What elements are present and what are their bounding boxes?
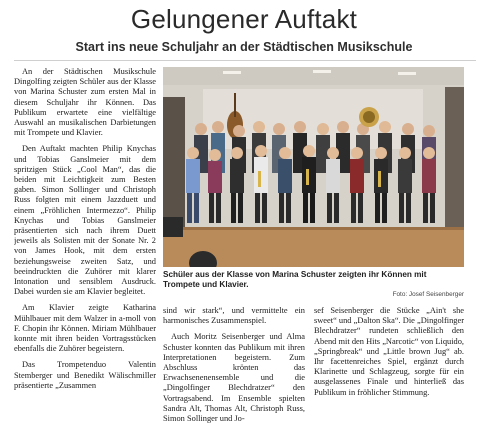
photo-credit: Foto: Josef Seisenberger [392,291,464,298]
headline: Gelungener Auftakt [130,4,358,34]
article-column-2 [163,306,305,430]
paragraph: sind wir stark“, und vermittelte ein harmonisches Zusammenspiel. [163,306,305,326]
article-column-1 [14,67,156,429]
article-column-3 [314,306,464,430]
paragraph: Auch Moritz Seisenberger und Alma Schuster konnten das Publikum mit ihren Interpretationen begeistern. Zum Abschluss krönten das Erwachsenenensemble und die „Dingolfinger Blechdratzer“ den Vortragsabend. Im Ensemble spielten Sandra Alt, Thomas Alt, Christoph Russ, Simon Sollinger und Jo- [163,332,305,424]
subheadline: Start ins neue Schuljahr an der Städtischen Musikschule [75,40,413,54]
article-photo [163,67,464,267]
photo-caption: Schüler aus der Klasse von Marina Schuster zeigten ihr Können mit Trompete und Klavier. [163,270,427,289]
paragraph: Das Trompetenduo Valentin Stemberger und Benedikt Wälischmiller präsentierte „Zusammen [14,360,156,390]
paragraph: Am Klavier zeigte Katharina Mühlbauer mit dem Walzer in a-moll von F. Chopin ihr Können. Miriam Mühlbauer konnte mit ihren beiden Vortragsstücken ebenfalls die Zuhörer begeistern. [14,303,156,354]
paragraph: An der Städtischen Musikschule Dingolfing zeigten Schüler aus der Klasse von Marina Schuster zum ersten Mal in diesem Schuljahr ihr Können. Das Publikum erwartete eine vielfältige Auswahl an musikalischen Darbietungen mit Trompete und Klavier. [14,67,156,138]
paragraph: sef Seisenberger die Stücke „Ain't she sweet“ und „Dalton Ska“. Die „Dingolfinger Blechdratzer“ rundeten schließlich den Abend mit den Hits „Narcotic“ von Liquido, „Springbreak“ und „Little brown Jug“ ab. Ihr facettenreiches Spiel, ergänzt durch Klarinette und Schlagzeug, sorgte für ein ausgelassenes Finale und hinterließ das Publikum in fröhlicher Stimmung. [314,306,464,397]
paragraph: Den Auftakt machten Philip Knychas und Tobias Ganslmeier mit dem spritzigen Stück „Cool Man“, das die beiden mit Leichtigkeit zum Besten gaben. Simon Sollinger und Christoph Russ folgten mit einem Jazzduett und einem „Fröhlichen Intermezzo“. Philip Knychas und Tobias Ganslmeier präsentierten sich nach ihrem Duett jeweils als Solisten mit der Sonate Nr. 2 von James Hook, mit dem ersten beziehungsweise zweiten Satz, und beeindruckten die Zuhörer mit klarer Intonation und sensiblem Ausdruck. Dabei wurden sie am Klavier begleitet. [14,144,156,297]
title-divider [14,60,476,61]
group-photo-image [163,67,464,267]
